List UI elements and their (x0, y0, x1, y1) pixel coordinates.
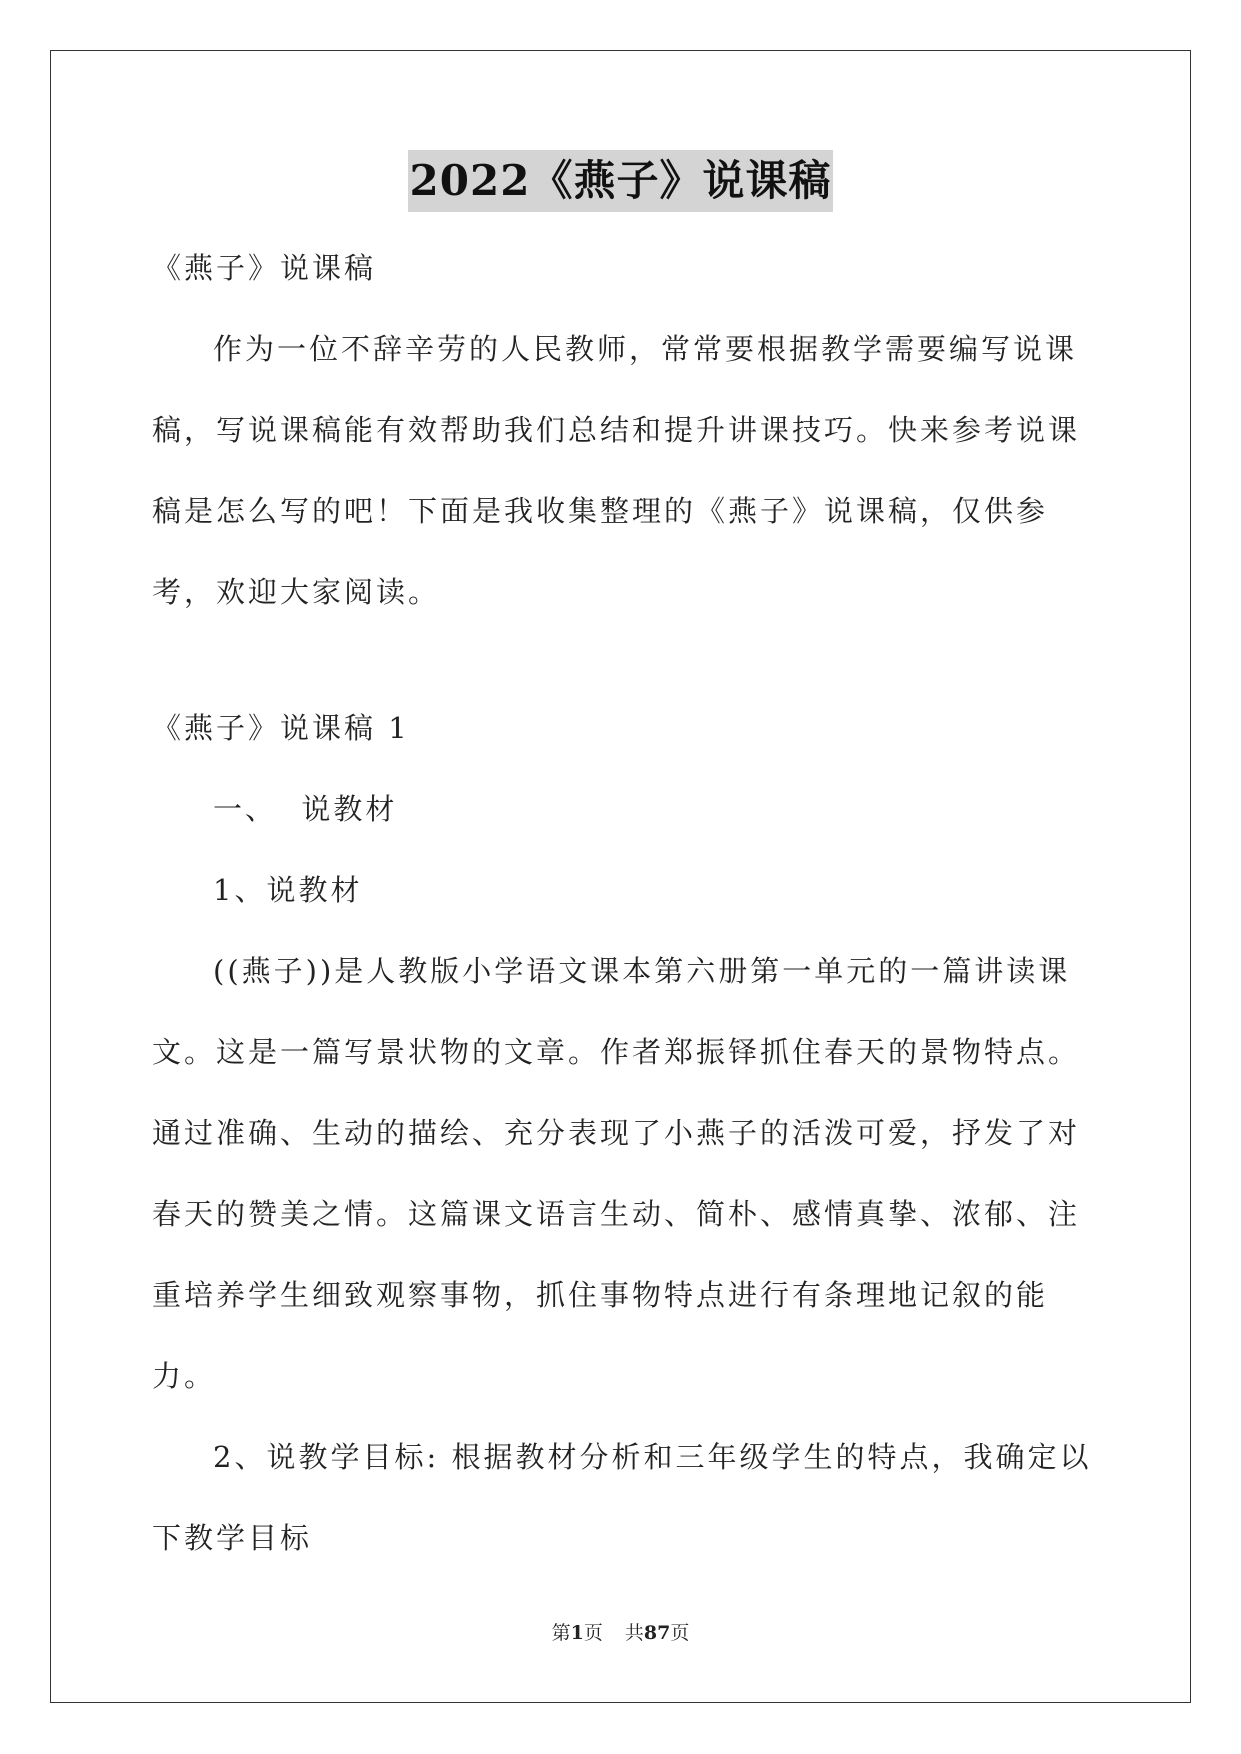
page-footer (0, 1618, 1241, 1645)
textbook-paragraph: ((燕子))是人教版小学语文课本第六册第一单元的一篇讲读课文。这是一篇写景状物的文章。作者郑振铎抓住春天的景物特点。通过准确、生动的描绘、充分表现了小燕子的活泼可爱，抒发了对春天的赞美之情。这篇课文语言生动、简朴、感情真挚、浓郁、注重培养学生细致观察事物，抓住事物特点进行有条理地记叙的能力。 (152, 954, 1081, 1393)
document-title: 2022《燕子》说课稿 (408, 150, 834, 212)
title-container (0, 150, 1241, 212)
section-title: 《燕子》说课稿 1 (152, 711, 410, 745)
total-suffix: 页 (670, 1622, 690, 1644)
subtitle: 《燕子》说课稿 (152, 251, 377, 285)
page-suffix: 页 (583, 1622, 603, 1644)
section-heading: 一、 说教材 (213, 792, 398, 826)
intro-paragraph: 作为一位不辞辛劳的人民教师，常常要根据教学需要编写说课稿，写说课稿能有效帮助我们总结和提升讲课技巧。快来参考说课稿是怎么写的吧！下面是我收集整理的《燕子》说课稿，仅供参考，欢迎大家阅读。 (152, 332, 1081, 609)
total-prefix: 共 (624, 1622, 644, 1644)
document-body (152, 228, 1092, 1579)
subsection-heading: 1、说教材 (213, 873, 363, 907)
page-prefix: 第 (551, 1622, 571, 1644)
page-number: 1 (570, 1622, 584, 1644)
total-pages: 87 (643, 1622, 671, 1644)
teaching-goals-paragraph: 2、说教学目标: 根据教材分析和三年级学生的特点，我确定以下教学目标 (152, 1440, 1092, 1555)
paragraph-gap (152, 633, 1092, 688)
